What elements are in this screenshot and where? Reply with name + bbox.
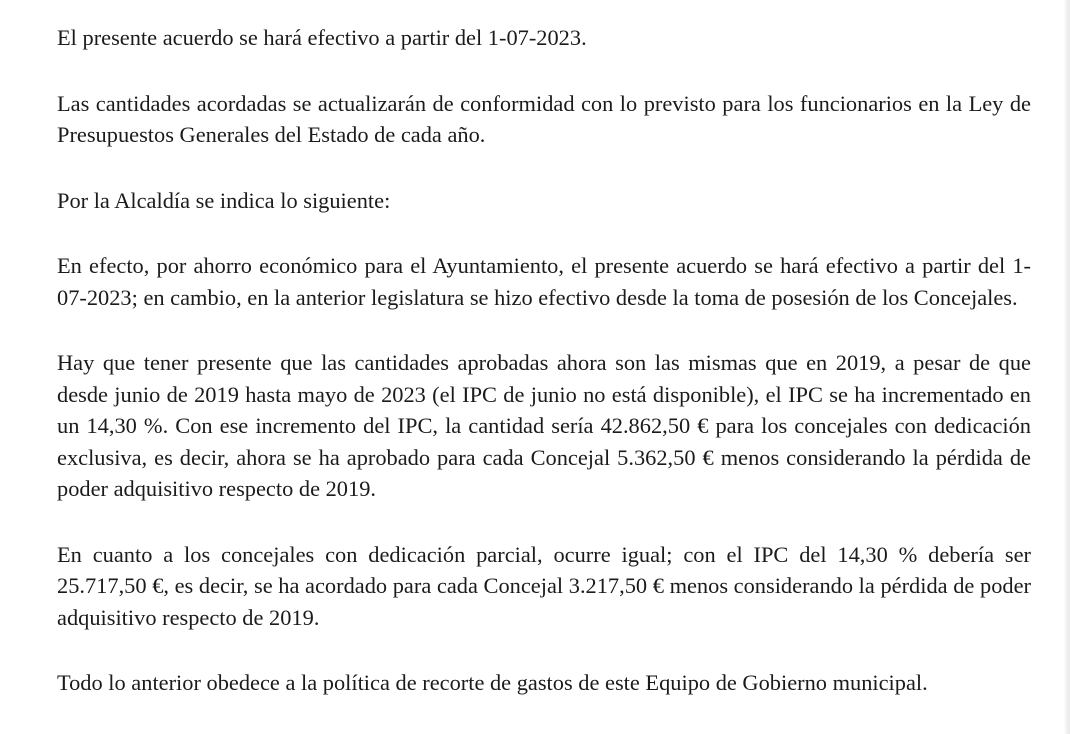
page-edge-shadow	[1064, 0, 1070, 734]
paragraph-update-amounts: Las cantidades acordadas se actualizarán de conformidad con lo previsto para los funcionarios en la Ley de Presupuestos Generales del Estado de cada año.	[57, 90, 1031, 147]
paragraph-effective-date: El presente acuerdo se hará efectivo a partir del 1-07-2023.	[57, 25, 587, 50]
paragraph-savings: En efecto, por ahorro económico para el Ayuntamiento, el presente acuerdo se hará efectivo a partir del 1-07-2023; en cambio, en la anterior legislatura se hizo efectivo desde la toma de posesión de los Concejales.	[57, 253, 1031, 310]
paragraph-ipc-exclusive: Hay que tener presente que las cantidades aprobadas ahora son las mismas que en 2019, a pesar de que desde junio de 2019 hasta mayo de 2023 (el IPC de junio no está disponible), el IPC se ha incrementado en un 14,30 %. Con ese incremento del IPC, la cantidad sería 42.862,50 € para los concejales con dedicación exclusiva, es decir, ahora se ha aprobado para cada Concejal 5.362,50 € menos considerando la pérdida de poder adquisitivo respecto de 2019.	[57, 350, 1031, 501]
paragraph-conclusion: Todo lo anterior obedece a la política de recorte de gastos de este Equipo de Gobierno municipal.	[57, 670, 928, 695]
paragraph-alcaldia-intro: Por la Alcaldía se indica lo siguiente:	[57, 187, 391, 213]
document-body	[57, 22, 1031, 733]
paragraph-ipc-partial: En cuanto a los concejales con dedicación parcial, ocurre igual; con el IPC del 14,30 % debería ser 25.717,50 €, es decir, se ha acordado para cada Concejal 3.217,50 € menos considerando la pérdida de poder adquisitivo respecto de 2019.	[57, 541, 1031, 630]
